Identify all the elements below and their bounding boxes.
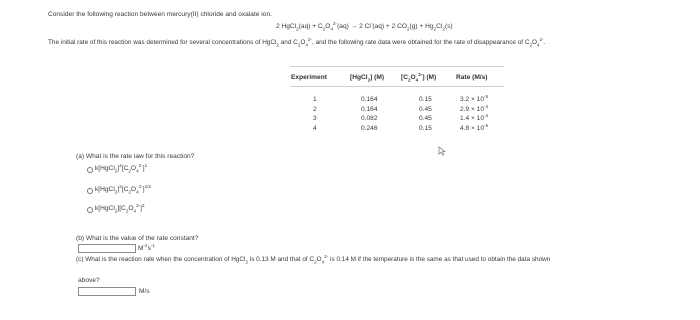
oxalate-column: [419, 95, 432, 133]
table-header-rule: [290, 86, 504, 87]
rate-law-option-3-label[interactable]: $k[HgCl_2][C_2O_4^{2-}]^2$: [95, 202, 145, 214]
rate-constant-input[interactable]: [78, 244, 136, 253]
part-b-question: (b) What is the value of the rate constant?: [76, 235, 199, 242]
header-oxalate: $[C_2O_4^{2-}]$ (M): [401, 71, 437, 83]
table-cell: 0.15: [419, 124, 432, 132]
reaction-rate-unit: M/s: [139, 288, 150, 295]
table-cell: 0.45: [419, 105, 432, 113]
rate-constant-unit: $M^{-2}s^{-1}$: [138, 242, 155, 252]
table-cell: 0.164: [361, 105, 378, 113]
table-cell: 1: [313, 96, 317, 103]
table-cell: $4.8 \times 10^{-5}$: [460, 122, 489, 132]
table-cell: 0.15: [419, 96, 432, 103]
header-hgcl2: [HgCl$_2$] (M): [350, 74, 385, 83]
table-cell: $3.2 \times 10^{-5}$: [460, 93, 489, 103]
mouse-cursor-icon: [438, 146, 446, 156]
rate-law-option-1-label[interactable]: $k[HgCl_2]^2[C_2O_4^{2-}]^1$: [95, 162, 148, 174]
intro-text: Consider the following reaction between mercury(II) chloride and oxalate ion.: [48, 11, 272, 18]
table-cell: 4: [313, 124, 317, 132]
header-experiment: Experiment: [291, 74, 327, 81]
table-cell: 0.082: [361, 115, 378, 122]
rate-law-option-3-radio[interactable]: [87, 207, 93, 213]
table-cell: $2.9 \times 10^{-4}$: [460, 103, 489, 113]
part-c-question-continued: above?: [78, 277, 100, 284]
reaction-equation: 2 HgCl$_2$(aq) + $C_2O_4^{2-}(aq) \to 2$ Cl-(aq) + 2 $CO_2(g) + Hg_2Cl_2(s)$: [276, 20, 453, 32]
hgcl2-column: [361, 95, 378, 133]
experiment-column: [313, 95, 317, 133]
table-cell: 3: [313, 115, 317, 122]
table-cell: 0.164: [361, 96, 378, 103]
header-rate: Rate (M/s): [456, 74, 488, 81]
part-c-question: (c) What is the reaction rate when the concentration of HgCl$_2$ is 0.13 M and that of $C_2O_4^{2-}$ is 0.14 M if the temperature is the same as that used to obtain the data shown: [76, 253, 551, 265]
table-cell: $1.4 \times 10^{-4}$: [460, 112, 489, 122]
rate-law-option-2-radio[interactable]: [87, 188, 93, 194]
table-cell: 2: [313, 105, 317, 113]
rate-law-option-2-label[interactable]: $k[HgCl_2]^2[C_2O_4^{2-}]^{1/2}$: [95, 183, 151, 195]
rate-law-option-1-radio[interactable]: [87, 167, 93, 173]
part-a-question: (a) What is the rate law for this reaction?: [76, 153, 195, 160]
rate-data-description: The initial rate of this reaction was determined for several concentrations of HgCl$_2$ and $C_2O_4^{2-}$, and the following rate data were obtained for the rate of disappearance of $C_2O_4^{2-}$.: [48, 36, 546, 48]
table-cell: 0.246: [361, 124, 378, 132]
table-top-rule: [290, 66, 504, 67]
rate-column: [460, 95, 488, 133]
table-cell: 0.45: [419, 115, 432, 122]
reaction-rate-input[interactable]: [78, 287, 136, 296]
